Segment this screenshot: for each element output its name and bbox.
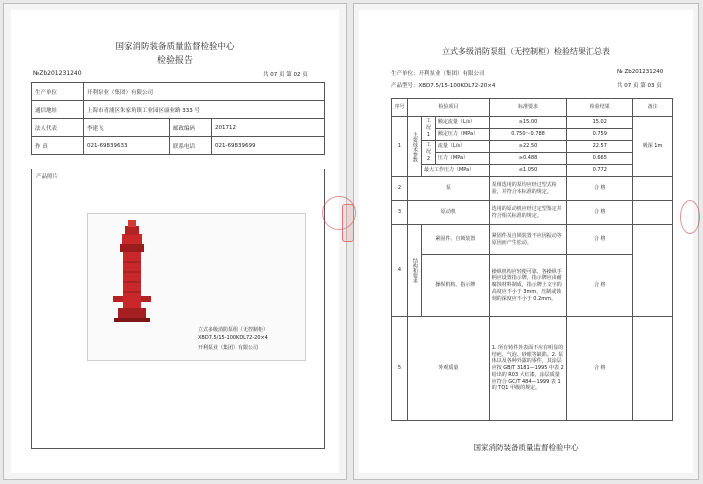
param-result: 0.665 <box>567 153 633 165</box>
param-result: 0.759 <box>567 129 633 141</box>
row-item: 泵 <box>407 177 489 201</box>
row-req: 操纵机构应轻便可靠，各操纵手柄应设置指示牌，指示牌应由耐腐蚀材料制成，指示牌上文字的高度应不小于 3mm，压制或蚀刻的深度应不小于 0.2mm。 <box>489 255 567 317</box>
header-seq: 序号 <box>392 99 408 117</box>
row-seq: 4 <box>392 225 408 317</box>
field-value: 021-69839699 <box>212 137 325 155</box>
producer-line: 生产单位：开利泵业（集团）有限公司 <box>391 71 485 77</box>
photo-caption-line: 立式多级消防泵组（无控制柜） <box>198 327 269 333</box>
field-value: 李建飞 <box>84 119 170 137</box>
left-page-info: 共 07 页 第 02 页 <box>263 72 308 78</box>
param-result: 15.02 <box>567 117 633 129</box>
photo-label: 产品照片 <box>36 174 59 180</box>
row-group: 主要技术参数 <box>407 117 421 177</box>
row-result: 合 格 <box>567 317 633 421</box>
field-label: 作 真 <box>32 137 84 155</box>
row-item: 外观质量 <box>407 317 489 421</box>
row-req: 泵组选用的泵均应经过型式检验，并符合本标准的规定。 <box>489 177 567 201</box>
field-value: 021-69839633 <box>84 137 170 155</box>
row-item: 紧固件、自锁装置 <box>421 225 489 255</box>
row-result: 合 格 <box>567 225 633 255</box>
field-value: 开利泵业（集团）有限公司 <box>84 83 325 101</box>
row-seq: 1 <box>392 117 408 177</box>
field-label: 通信地址 <box>32 101 84 119</box>
right-report-number: № Zb201231240 <box>617 69 664 75</box>
left-report-number: №Zb201231240 <box>33 70 82 77</box>
row-note <box>633 201 673 225</box>
right-footer-org: 国家消防装备质量监督检验中心 <box>473 443 579 452</box>
row-seq: 5 <box>392 317 408 421</box>
table-row <box>392 165 673 177</box>
condition-label: 工况 2 <box>421 141 435 165</box>
header-item: 检验项目 <box>407 99 489 117</box>
row-result: 合 格 <box>567 201 633 225</box>
left-org-name: 国家消防装备质量监督检验中心 <box>115 42 235 52</box>
table-row <box>32 119 325 137</box>
param-req: ≥22.50 <box>489 141 567 153</box>
right-page-info: 共 07 页 第 03 页 <box>617 83 662 89</box>
table-row <box>392 317 673 421</box>
model-line: 产品型号：XBD7.5/15-100KDL72-20×4 <box>391 83 496 89</box>
param-req: ≥0.488 <box>489 153 567 165</box>
left-report-page <box>11 10 339 473</box>
param-name: 压力（MPa） <box>435 153 489 165</box>
row-note <box>633 225 673 317</box>
header-req: 标准要求 <box>489 99 567 117</box>
table-row <box>32 137 325 155</box>
row-note: 吸深 1m <box>633 117 673 177</box>
row-note <box>633 317 673 421</box>
table-row <box>32 83 325 101</box>
row-item: 原动机 <box>407 201 489 225</box>
header-note: 备注 <box>633 99 673 117</box>
product-photo-section <box>31 169 325 449</box>
row-seq: 2 <box>392 177 408 201</box>
table-row <box>32 101 325 119</box>
row-result: 合 格 <box>567 177 633 201</box>
field-label: 联系电话 <box>170 137 212 155</box>
product-photo <box>87 213 306 361</box>
table-row <box>392 225 673 255</box>
header-result: 检验结果 <box>567 99 633 117</box>
param-result: 22.57 <box>567 141 633 153</box>
right-results-page <box>359 10 693 473</box>
row-group: 结构和要求 <box>407 225 421 317</box>
param-name: 额定流量（L/s） <box>435 117 489 129</box>
table-row <box>392 177 673 201</box>
row-req: 选用的原动机应经过定型鉴定并符合相关标准的规定。 <box>489 201 567 225</box>
row-note <box>633 177 673 201</box>
table-header-row <box>392 99 673 117</box>
param-name: 最大工作压力（MPa） <box>421 165 489 177</box>
row-result: 合 格 <box>567 255 633 317</box>
seam-stamp-left <box>342 204 354 242</box>
field-label: 法人代表 <box>32 119 84 137</box>
param-name: 流量（L/s） <box>435 141 489 153</box>
table-row <box>392 141 673 153</box>
photo-caption-line: 开利泵业（集团）有限公司 <box>198 345 259 351</box>
left-info-table <box>31 82 325 155</box>
param-req: ≥15.00 <box>489 117 567 129</box>
condition-label: 工况 1 <box>421 117 435 141</box>
summary-title: 立式多级消防泵组（无控制柜）检验结果汇总表 <box>442 47 610 56</box>
param-req: ≤1.050 <box>489 165 567 177</box>
field-label: 邮政编码 <box>170 119 212 137</box>
table-row <box>392 255 673 317</box>
table-row <box>392 201 673 225</box>
photo-caption-line: XBD7.5/15-100KDL72-20×4 <box>198 335 268 341</box>
seal-stamp-right <box>680 200 700 234</box>
results-table <box>391 98 673 421</box>
param-req: 0.750～0.788 <box>489 129 567 141</box>
param-name: 额定压力（MPa） <box>435 129 489 141</box>
field-value: 201712 <box>212 119 325 137</box>
field-label: 生产单位 <box>32 83 84 101</box>
row-seq: 3 <box>392 201 408 225</box>
table-row <box>392 117 673 129</box>
param-result: 0.772 <box>567 165 633 177</box>
row-req: 1. 所有铸件外表面不应有明显的结疤、气泡、砂眼等缺陷。2. 泵体以及各种外露的零件，其涂层应按 GB/T 3181—1995 中表 2 给出的 R03 大红漆，涂层质量应符合 GC/T 484—1999 表 1 的 TQ1 甲级的规定。 <box>489 317 567 421</box>
left-report-title: 检验报告 <box>156 56 193 66</box>
row-item: 操纵机构、指示牌 <box>421 255 489 317</box>
field-value: 上海市青浦区朱家角镇工业园区康业路 333 号 <box>84 101 325 119</box>
row-req: 紧固件及自锁装置不应因振动等原因而产生松动。 <box>489 225 567 255</box>
